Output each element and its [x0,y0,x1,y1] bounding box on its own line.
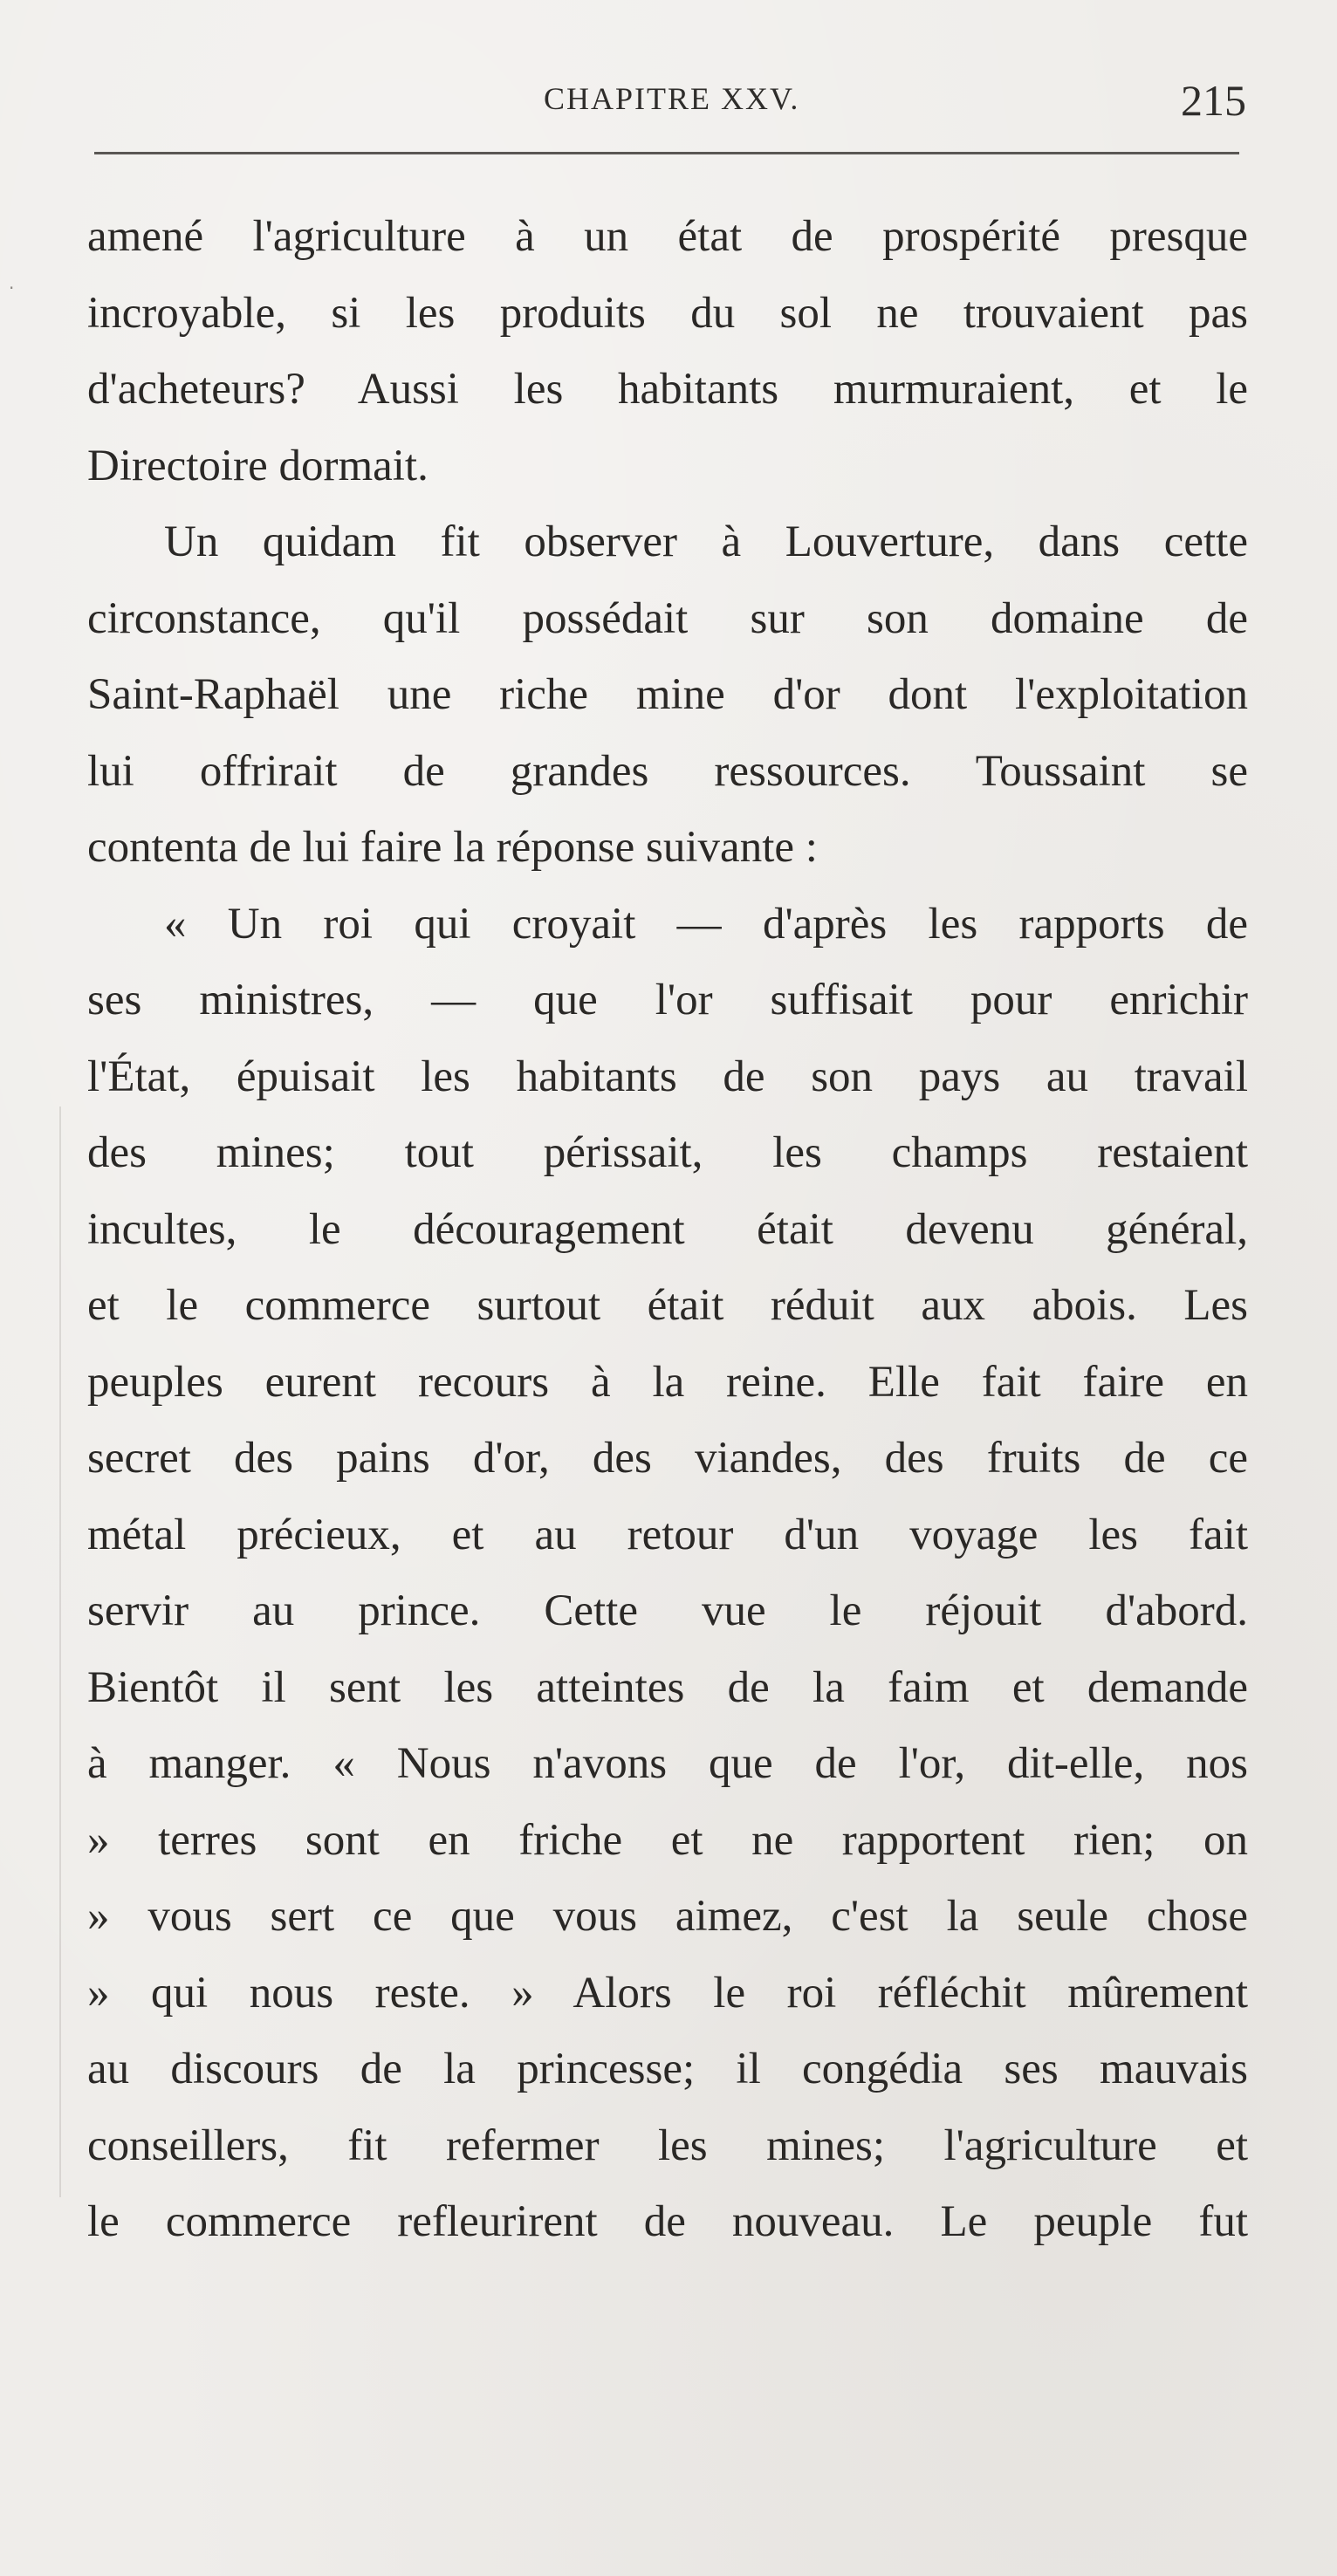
text-line: lui offrirait de grandes ressources. Toussaint se [87,746,1248,796]
body-text [87,199,1248,2261]
text-line: le commerce refleurirent de nouveau. Le peuple fut [87,2197,1248,2246]
running-head [94,75,1246,136]
text-line: » qui nous reste. » Alors le roi réfléchit mûrement [87,1968,1248,2018]
text-line: d'acheteurs? Aussi les habitants murmuraient, et le [87,365,1248,414]
text-line: métal précieux, et au retour d'un voyage les fait [87,1510,1248,1559]
text-line: à manger. « Nous n'avons que de l'or, dit-elle, nos [87,1739,1248,1788]
text-line: circonstance, qu'il possédait sur son domaine de [87,593,1248,643]
text-line: secret des pains d'or, des viandes, des fruits de ce [87,1434,1248,1483]
text-line: des mines; tout périssait, les champs restaient [87,1128,1248,1177]
text-line: Saint-Raphaël une riche mine d'or dont l'exploitation [87,670,1248,719]
text-line: peuples eurent recours à la reine. Elle fait faire en [87,1357,1248,1407]
header-rule [94,152,1239,154]
chapter-title: CHAPITRE XXV. [544,81,800,116]
margin-pencil-line [59,1106,61,2197]
text-line: » vous sert ce que vous aimez, c'est la seule chose [87,1892,1248,1941]
text-line: incultes, le découragement était devenu général, [87,1204,1248,1254]
text-line: Bientôt il sent les atteintes de la faim et demande [87,1662,1248,1712]
text-line: et le commerce surtout était réduit aux abois. Les [87,1281,1248,1330]
text-line: contenta de lui faire la réponse suivante : [87,823,818,872]
text-line: l'État, épuisait les habitants de son pays au travail [87,1052,1248,1101]
page-number: 215 [1181,76,1246,125]
text-line: servir au prince. Cette vue le réjouit d'abord. [87,1586,1248,1635]
text-line: amené l'agriculture à un état de prospérité presque [87,212,1248,261]
text-line: conseillers, fit refermer les mines; l'agriculture et [87,2120,1248,2170]
text-line: « Un roi qui croyait — d'après les rapports de [164,899,1248,949]
text-line: Directoire dormait. [87,441,429,490]
text-line: Un quidam fit observer à Louverture, dans cette [164,517,1248,566]
text-line: au discours de la princesse; il congédia ses mauvais [87,2045,1248,2093]
text-line: ses ministres, — que l'or suffisait pour enrichir [87,976,1248,1024]
margin-mark: · [9,277,15,298]
text-line: incroyable, si les produits du sol ne trouvaient pas [87,288,1248,338]
text-line: » terres sont en friche et ne rapportent rien; on [87,1815,1248,1865]
